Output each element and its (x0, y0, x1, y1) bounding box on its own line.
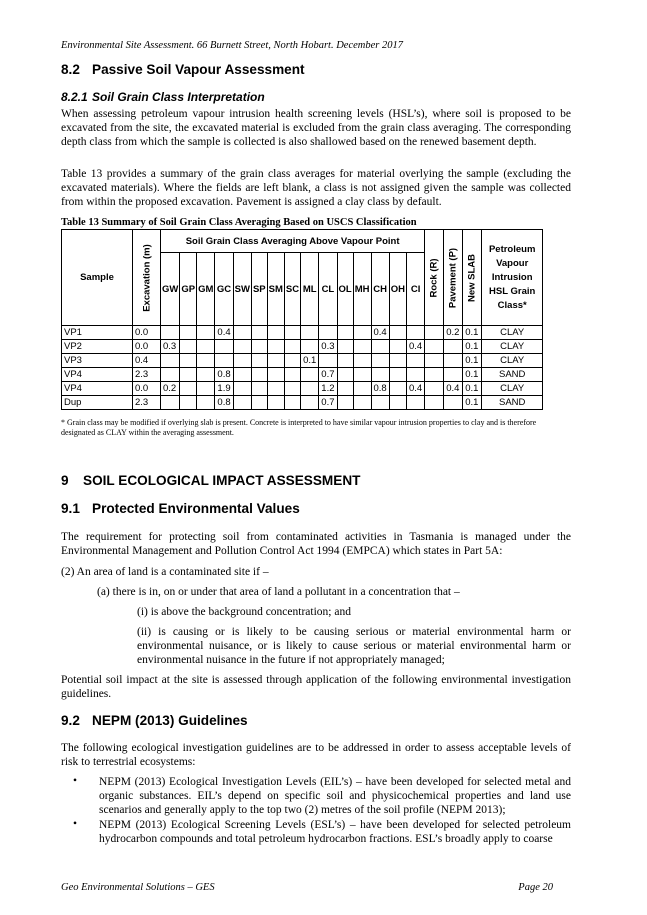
cell-class-ml (301, 368, 319, 382)
cell-class-sm (267, 396, 284, 410)
cell-class-sw (233, 382, 251, 396)
cell-class-gm (197, 326, 215, 340)
cell-sample: VP4 (62, 382, 133, 396)
cell-class-gw: 0.2 (161, 382, 180, 396)
cell-class-gc: 1.9 (215, 382, 233, 396)
paragraph-ecological-intro: The following ecological investigation guidelines are to be addressed in order to assess acceptable levels of risk to terrestrial ecosystems: (61, 742, 571, 768)
cell-class-gc: 0.4 (215, 326, 233, 340)
cell-class-gm (197, 382, 215, 396)
bullet-esl: NEPM (2013) Ecological Screening Levels (ESL’s) – have been developed for selected petroleum hydrocarbon compounds and total petroleum hydrocarbon fractions. ESL’s broadly apply to coarse (99, 819, 571, 845)
header-class-sc: SC (284, 253, 300, 326)
cell-class-oh (389, 396, 406, 410)
section-number: 9.1 (61, 501, 80, 516)
cell-class-mh (353, 354, 371, 368)
header-class-cl: CL (319, 253, 337, 326)
cell-class-sp (251, 354, 267, 368)
section-title: Soil Grain Class Interpretation (92, 90, 265, 104)
header-class-oh: OH (389, 253, 406, 326)
header-class-ol: OL (337, 253, 353, 326)
cell-class-sc (284, 396, 300, 410)
section-title: Passive Soil Vapour Assessment (92, 62, 305, 77)
header-pavement: Pavement (P) (444, 230, 463, 326)
section-number: 9.2 (61, 713, 80, 728)
cell-class-sc (284, 354, 300, 368)
cell-class-mh (353, 340, 371, 354)
cell-class-mh (353, 382, 371, 396)
cell-class-gw: 0.3 (161, 340, 180, 354)
cell-sample: VP1 (62, 326, 133, 340)
cell-class-mh (353, 368, 371, 382)
cell-class-ci: 0.4 (406, 340, 424, 354)
bullet-icon: • (73, 775, 78, 787)
cell-class-gm (197, 368, 215, 382)
cell-class-gw (161, 326, 180, 340)
cell-sample: VP2 (62, 340, 133, 354)
cell-class-gc: 0.8 (215, 396, 233, 410)
section-heading-9-1 (61, 501, 300, 516)
table-row (62, 368, 543, 382)
cell-class-ch (371, 354, 389, 368)
cell-class-ml (301, 340, 319, 354)
grain-class-table (61, 229, 543, 410)
paragraph-clause-i: (i) is above the background concentration; and (137, 606, 351, 618)
header-class-ch: CH (371, 253, 389, 326)
cell-class-ci: 0.4 (406, 382, 424, 396)
cell-class-ch (371, 396, 389, 410)
section-number: 9 (61, 473, 69, 488)
paragraph-clause-a: (a) there is in, on or under that area of land a pollutant in a concentration that – (97, 586, 460, 598)
cell-class-gp (180, 368, 197, 382)
cell-class-ml (301, 396, 319, 410)
cell-class-sp (251, 340, 267, 354)
cell-class-gm (197, 354, 215, 368)
header-class-sm: SM (267, 253, 284, 326)
cell-sample: VP4 (62, 368, 133, 382)
cell-class-gc: 0.8 (215, 368, 233, 382)
cell-class-sp (251, 382, 267, 396)
bullet-icon: • (73, 818, 78, 830)
cell-excavation: 0.0 (133, 326, 161, 340)
cell-class-oh (389, 368, 406, 382)
cell-new-slab: 0.1 (463, 354, 482, 368)
bullet-eil: NEPM (2013) Ecological Investigation Levels (EIL’s) – have been developed for selected metal and organic substances. EIL’s depend on specific soil and physicochemical properties and land use scenarios and generally apply to the top two (2) metres of the soil profile (NEPM 2013); (99, 776, 571, 816)
cell-class-cl (319, 354, 337, 368)
cell-class-ci (406, 396, 424, 410)
table-row (62, 340, 543, 354)
paragraph-table-summary: Table 13 provides a summary of the grain class averages for material overlying the sample (excluding the excavated materials). Where the fields are left blank, a class is not assigned given the sample was collected from within the proposed excavation. Pavement is assigned a clay class by default. (61, 168, 571, 208)
cell-class-sm (267, 354, 284, 368)
cell-class-sm (267, 340, 284, 354)
paragraph-guidelines: Potential soil impact at the site is assessed through application of the following environmental investigation guidelines. (61, 674, 571, 700)
cell-class-sw (233, 340, 251, 354)
cell-class-sw (233, 368, 251, 382)
header-sample: Sample (62, 230, 133, 326)
cell-hsl-grain-class: CLAY (482, 326, 543, 340)
header-class-sw: SW (233, 253, 251, 326)
cell-class-gp (180, 326, 197, 340)
cell-excavation: 2.3 (133, 396, 161, 410)
cell-class-ml: 0.1 (301, 354, 319, 368)
cell-class-gp (180, 340, 197, 354)
cell-rock (425, 396, 444, 410)
cell-class-ol (337, 382, 353, 396)
cell-class-sm (267, 368, 284, 382)
cell-rock (425, 368, 444, 382)
cell-class-gm (197, 396, 215, 410)
cell-class-sp (251, 368, 267, 382)
section-number: 8.2.1 (61, 90, 88, 104)
header-class-gc: GC (215, 253, 233, 326)
cell-new-slab: 0.1 (463, 382, 482, 396)
page-header: Environmental Site Assessment. 66 Burnett Street, North Hobart. December 2017 (61, 40, 403, 51)
header-class-gw: GW (161, 253, 180, 326)
paragraph-hsl-intro: When assessing petroleum vapour intrusion health screening levels (HSL’s), where soil is proposed to be excavated from the site, the excavated material is excluded from the grain class averaging. The corresponding depth class from which the sample is collected is also shallowed based on the renewed basement depth. (61, 108, 571, 148)
table-row (62, 382, 543, 396)
cell-class-ci (406, 368, 424, 382)
cell-sample: VP3 (62, 354, 133, 368)
cell-class-ch: 0.4 (371, 326, 389, 340)
page-footer-right: Page 20 (518, 882, 553, 893)
cell-class-sw (233, 354, 251, 368)
header-hsl-grain-class: Petroleum Vapour Intrusion HSL Grain Class* (482, 230, 543, 326)
cell-class-ml (301, 326, 319, 340)
cell-pavement (444, 368, 463, 382)
cell-excavation: 0.4 (133, 354, 161, 368)
cell-class-gp (180, 354, 197, 368)
cell-class-ol (337, 354, 353, 368)
cell-class-gm (197, 340, 215, 354)
cell-pavement (444, 396, 463, 410)
cell-rock (425, 326, 444, 340)
section-title: Protected Environmental Values (92, 501, 300, 516)
cell-pavement: 0.2 (444, 326, 463, 340)
header-grain-group: Soil Grain Class Averaging Above Vapour Point (161, 230, 425, 253)
cell-hsl-grain-class: SAND (482, 368, 543, 382)
cell-class-gw (161, 396, 180, 410)
table-row (62, 354, 543, 368)
header-rock: Rock (R) (425, 230, 444, 326)
cell-class-ci (406, 354, 424, 368)
table-row (62, 326, 543, 340)
cell-sample: Dup (62, 396, 133, 410)
header-class-mh: MH (353, 253, 371, 326)
header-class-gm: GM (197, 253, 215, 326)
cell-class-sc (284, 368, 300, 382)
cell-excavation: 0.0 (133, 382, 161, 396)
section-title: NEPM (2013) Guidelines (92, 713, 248, 728)
cell-new-slab: 0.1 (463, 340, 482, 354)
cell-class-oh (389, 326, 406, 340)
cell-class-cl: 0.7 (319, 368, 337, 382)
cell-class-sw (233, 326, 251, 340)
cell-class-ol (337, 340, 353, 354)
cell-class-ci (406, 326, 424, 340)
cell-pavement (444, 340, 463, 354)
cell-pavement: 0.4 (444, 382, 463, 396)
cell-new-slab: 0.1 (463, 326, 482, 340)
header-class-gp: GP (180, 253, 197, 326)
cell-class-sc (284, 326, 300, 340)
cell-class-oh (389, 340, 406, 354)
cell-class-sm (267, 382, 284, 396)
cell-rock (425, 340, 444, 354)
cell-new-slab: 0.1 (463, 368, 482, 382)
cell-excavation: 0.0 (133, 340, 161, 354)
cell-class-cl: 0.7 (319, 396, 337, 410)
cell-class-ol (337, 368, 353, 382)
cell-new-slab: 0.1 (463, 396, 482, 410)
cell-class-gc (215, 340, 233, 354)
cell-class-cl: 1.2 (319, 382, 337, 396)
header-class-sp: SP (251, 253, 267, 326)
cell-class-gw (161, 354, 180, 368)
cell-class-ol (337, 396, 353, 410)
cell-class-oh (389, 354, 406, 368)
cell-class-sp (251, 396, 267, 410)
cell-rock (425, 382, 444, 396)
cell-rock (425, 354, 444, 368)
table-footnote: * Grain class may be modified if overlying slab is present. Concrete is interpreted to have similar vapour intrusion properties to clay and is therefore designated as CLAY within the averaging assessment. (61, 418, 537, 437)
cell-class-ol (337, 326, 353, 340)
cell-class-ml (301, 382, 319, 396)
cell-class-sm (267, 326, 284, 340)
cell-class-mh (353, 396, 371, 410)
cell-hsl-grain-class: CLAY (482, 354, 543, 368)
cell-class-ch (371, 368, 389, 382)
page-footer-left: Geo Environmental Solutions – GES (61, 882, 215, 893)
cell-pavement (444, 354, 463, 368)
cell-class-oh (389, 382, 406, 396)
cell-class-ch (371, 340, 389, 354)
cell-class-ch: 0.8 (371, 382, 389, 396)
header-excavation: Excavation (m) (133, 230, 161, 326)
section-title: SOIL ECOLOGICAL IMPACT ASSESSMENT (83, 473, 361, 488)
cell-excavation: 2.3 (133, 368, 161, 382)
cell-hsl-grain-class: CLAY (482, 340, 543, 354)
cell-class-gc (215, 354, 233, 368)
cell-hsl-grain-class: SAND (482, 396, 543, 410)
header-class-ml: ML (301, 253, 319, 326)
cell-class-mh (353, 326, 371, 340)
paragraph-clause-ii: (ii) is causing or is likely to be causing serious or material environmental harm or environmental nuisance, or is likely to cause serious or material environmental harm or environmental nuisance in the future if not appropriately managed; (137, 626, 571, 666)
table-caption: Table 13 Summary of Soil Grain Class Averaging Based on USCS Classification (61, 217, 417, 228)
section-heading-8-2-1 (61, 90, 265, 104)
section-heading-9 (61, 473, 360, 488)
cell-class-sc (284, 340, 300, 354)
table-row (62, 396, 543, 410)
header-new-slab: New SLAB (463, 230, 482, 326)
cell-class-sp (251, 326, 267, 340)
cell-class-cl: 0.3 (319, 340, 337, 354)
cell-class-gp (180, 396, 197, 410)
paragraph-empca: The requirement for protecting soil from contaminated activities in Tasmania is managed under the Environmental Management and Pollution Control Act 1994 (EMPCA) which states in Part 5A: (61, 531, 571, 557)
paragraph-clause-2: (2) An area of land is a contaminated site if – (61, 566, 269, 578)
cell-class-gw (161, 368, 180, 382)
section-number: 8.2 (61, 62, 80, 77)
cell-class-sw (233, 396, 251, 410)
header-class-ci: CI (406, 253, 424, 326)
cell-class-gp (180, 382, 197, 396)
cell-hsl-grain-class: CLAY (482, 382, 543, 396)
cell-class-cl (319, 326, 337, 340)
section-heading-8-2 (61, 62, 305, 77)
cell-class-sc (284, 382, 300, 396)
section-heading-9-2 (61, 713, 248, 728)
